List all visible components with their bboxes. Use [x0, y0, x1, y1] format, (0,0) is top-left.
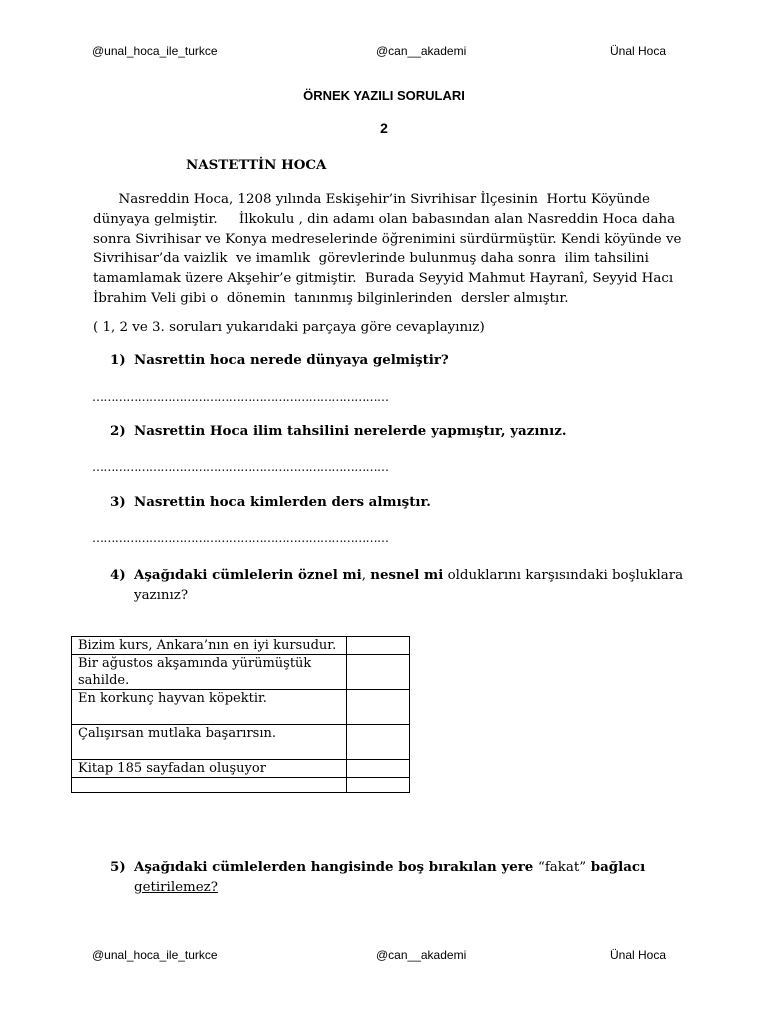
table-cell-sentence: Kitap 185 sayfadan oluşuyor [72, 760, 347, 778]
header-right: Ünal Hoca [610, 44, 667, 58]
question-text: Nasrettin hoca nerede dünyaya gelmiştir? [134, 352, 449, 368]
passage-line: Nasreddin Hoca, 1208 yılında Eskişehir’in Sivrihisar İlçesinin Hortu Köyünde [93, 192, 650, 207]
table-row [72, 725, 410, 760]
question-4 [110, 565, 690, 606]
classification-table [71, 636, 410, 793]
header-left: @unal_hoca_ile_turkce [92, 44, 218, 58]
table-cell-answer[interactable] [347, 655, 410, 690]
table-row [72, 637, 410, 655]
question-text: , [361, 568, 371, 583]
table-row [72, 760, 410, 778]
question-number: 3) [110, 494, 126, 510]
answer-line-2[interactable]: …………………………………………………………………… [92, 460, 389, 474]
question-number: 4) [110, 567, 126, 583]
question-3 [110, 494, 431, 510]
passage-line: dünyaya gelmiştir. İlkokulu , din adamı olan babasından alan Nasreddin Hoca daha [93, 211, 676, 227]
table-row [72, 778, 410, 793]
table-row [72, 690, 410, 725]
table-cell-answer[interactable] [347, 778, 410, 793]
question-1 [110, 352, 449, 368]
passage-heading: NASTETTİN HOCA [186, 157, 327, 173]
question-emphasis: öznel mi [297, 567, 362, 583]
table-cell-sentence: Çalışırsan mutlaka başarırsın. [72, 725, 347, 760]
table-cell-answer[interactable] [347, 637, 410, 655]
instruction-text: ( 1, 2 ve 3. soruları yukarıdaki parçaya göre cevaplayınız) [93, 320, 485, 335]
document-title: ÖRNEK YAZILI SORULARI [303, 88, 465, 103]
question-5 [110, 857, 690, 898]
answer-line-3[interactable]: …………………………………………………………………… [92, 531, 389, 545]
question-text: bağlacı [586, 859, 646, 875]
question-text: Aşağıdaki cümlelerin [134, 567, 298, 583]
question-emphasis: nesnel mi [370, 567, 444, 583]
reading-passage [93, 190, 683, 309]
table-cell-answer[interactable] [347, 725, 410, 760]
answer-line-1[interactable]: …………………………………………………………………… [92, 390, 389, 404]
question-text: olduklarını karşısındaki boşluklara [443, 568, 684, 583]
table-cell-sentence [72, 778, 347, 793]
footer-right: Ünal Hoca [610, 948, 667, 962]
passage-line: Sivrihisar’da vaizlik ve imamlık görevlerinde bulunmuş daha sonra ilim tahsilini [93, 251, 649, 267]
footer-left: @unal_hoca_ile_turkce [92, 948, 218, 962]
question-number: 5) [110, 859, 126, 875]
question-text: getirilemez? [134, 880, 218, 895]
header-center: @can__akademi [376, 44, 467, 58]
table-cell-answer[interactable] [347, 760, 410, 778]
document-number: 2 [380, 120, 388, 136]
table-row [72, 655, 410, 690]
table-cell-sentence: Bir ağustos akşamında yürümüştük sahilde. [72, 655, 347, 690]
question-text: Nasrettin hoca kimlerden ders almıştır. [134, 494, 431, 510]
question-text: Nasrettin Hoca ilim tahsilini nerelerde yapmıştır, yazınız. [134, 423, 567, 439]
table-cell-answer[interactable] [347, 690, 410, 725]
question-text: Aşağıdaki cümlelerden hangisinde boş bırakılan yere [134, 859, 538, 875]
passage-line: tamamlamak üzere Akşehir’e gitmiştir. Burada Seyyid Mahmut Hayranî, Seyyid Hacı [93, 271, 674, 287]
question-text: yazınız? [134, 588, 189, 603]
question-quoted-word: “fakat” [537, 860, 587, 875]
passage-line: İbrahim Veli gibi o dönemin tanınmış bilginlerinden dersler almıştır. [93, 290, 569, 306]
table-cell-sentence: En korkunç hayvan köpektir. [72, 690, 347, 725]
question-2 [110, 423, 567, 439]
footer-center: @can__akademi [376, 948, 467, 962]
table-cell-sentence: Bizim kurs, Ankara’nın en iyi kursudur. [72, 637, 347, 655]
question-number: 2) [110, 423, 126, 439]
question-number: 1) [110, 352, 126, 368]
passage-line: sonra Sivrihisar ve Konya medreselerinde öğrenimini sürdürmüştür. Kendi köyünde ve [93, 231, 682, 247]
